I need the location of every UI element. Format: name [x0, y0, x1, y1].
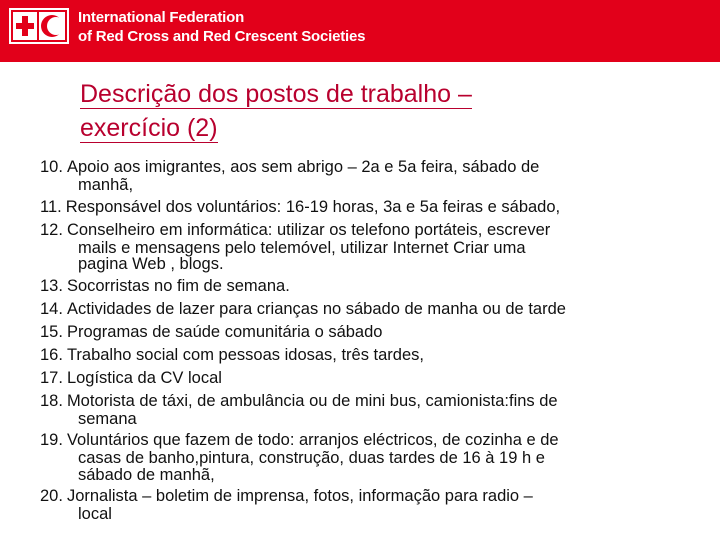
ifrc-logo: [9, 8, 69, 44]
list-item-line: Motorista de táxi, de ambulância ou de mini bus, camionista:fins de: [66, 391, 558, 410]
list-item-line: Conselheiro em informática: utilizar os telefono portáteis, escrever: [66, 220, 551, 239]
list-item-continuation: sábado de manhã,: [78, 465, 215, 484]
list-item-text: [40, 368, 710, 388]
list-item: [40, 197, 710, 217]
list-item: [40, 486, 710, 523]
list-item-continuation: casas de banho,pintura, construção, duas tardes de 16 à 19 h e: [78, 449, 545, 467]
list-item-number: 19.: [40, 431, 63, 449]
list-item-line: Apoio aos imigrantes, aos sem abrigo – 2a e 5a feira, sábado de: [66, 158, 540, 176]
list-item-number: 18.: [40, 391, 63, 410]
list-item: [40, 157, 710, 194]
slide-title: [80, 77, 680, 145]
organization-name: [78, 8, 365, 46]
list-item: [40, 430, 710, 483]
list-item-number: 15.: [40, 322, 63, 341]
list-item-continuation: pagina Web , blogs.: [78, 255, 224, 273]
list-item-text: [40, 276, 710, 296]
ifrc-header-banner: [0, 0, 720, 62]
list-item: [40, 368, 710, 388]
slide-title-line-2: exercício (2): [80, 114, 218, 142]
list-item-number: 11.: [40, 197, 62, 216]
list-item: [40, 345, 710, 365]
list-item-number: 20.: [40, 487, 63, 505]
list-item-line: Programas de saúde comunitária o sábado: [66, 322, 383, 341]
list-item-number: 16.: [40, 345, 63, 364]
list-item-line: Actividades de lazer para crianças no sábado de manha ou de tarde: [66, 299, 566, 318]
list-item-text: [40, 220, 710, 240]
list-item-continuation: mails e mensagens pelo telemóvel, utilizar Internet Criar uma: [78, 238, 526, 257]
org-name-line-1: International Federation: [78, 9, 245, 26]
list-item: [40, 391, 710, 428]
list-item-text: [40, 299, 710, 319]
list-item-text: [40, 322, 710, 342]
list-item-line: Logística da CV local: [66, 368, 222, 387]
list-item-line: Responsável dos voluntários: 16-19 horas, 3a e 5a feiras e sábado,: [65, 197, 561, 216]
list-item-line: Socorristas no fim de semana.: [66, 276, 290, 295]
list-item-line: Trabalho social com pessoas idosas, três tardes,: [66, 345, 424, 364]
list-item-line: Voluntários que fazem de todo: arranjos eléctricos, de cozinha e de: [66, 431, 559, 449]
list-item-text: [40, 430, 710, 450]
list-item-number: 12.: [40, 220, 63, 239]
list-item-number: 17.: [40, 368, 63, 387]
list-item-text: [40, 391, 710, 411]
list-item: [40, 322, 710, 342]
list-item-continuation: local: [78, 505, 112, 523]
red-crescent-icon: [39, 12, 65, 40]
red-cross-icon: [13, 12, 37, 40]
list-item-continuation: semana: [78, 409, 137, 428]
list-item-number: 10.: [40, 158, 63, 176]
org-name-line-2: of Red Cross and Red Crescent Societies: [78, 28, 366, 45]
slide-title-line-1: Descrição dos postos de trabalho –: [80, 80, 472, 108]
list-item: [40, 299, 710, 319]
list-item: [40, 276, 710, 296]
list-item-line: Jornalista – boletim de imprensa, fotos, informação para radio –: [66, 487, 533, 505]
list-item: [40, 220, 710, 273]
list-item-text: [40, 197, 710, 217]
job-description-list: [40, 157, 710, 526]
list-item-number: 14.: [40, 299, 63, 318]
list-item-text: [40, 486, 710, 506]
list-item-text: [40, 157, 710, 177]
list-item-continuation: manhã,: [78, 176, 134, 194]
list-item-number: 13.: [40, 276, 63, 295]
list-item-text: [40, 345, 710, 365]
